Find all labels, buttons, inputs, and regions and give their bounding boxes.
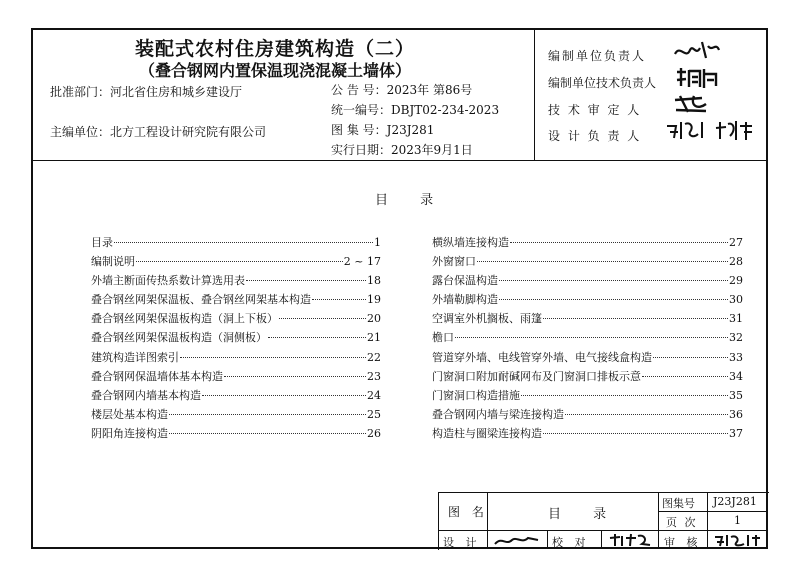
atlas-no-label: 图集号 — [662, 497, 695, 510]
toc-leader-dots — [653, 357, 728, 358]
toc-item-page: 33 — [729, 350, 743, 364]
toc-item[interactable] — [91, 253, 381, 272]
unified-number: 统一编号：DBJT02-234-2023 — [331, 103, 500, 117]
toc-item-title: 阴阳角连接构造 — [91, 426, 168, 440]
toc-item-page: 30 — [729, 293, 743, 307]
toc-item-title: 构造柱与圈梁连接构造 — [432, 426, 542, 440]
toc-item-title: 叠合钢网保温墙体基本构造 — [91, 369, 223, 383]
drawing-name: 目 录 — [548, 507, 621, 522]
title-block-vline — [547, 530, 548, 549]
toc-item[interactable] — [432, 425, 743, 444]
toc-item-page: 31 — [729, 312, 743, 326]
notice-number: 公 告 号：2023年 第86号 — [331, 83, 473, 97]
toc-item[interactable] — [91, 406, 381, 425]
toc-item-page: 1 — [374, 236, 381, 249]
toc-leader-dots — [312, 299, 366, 300]
page-title: 装配式农村住房建筑构造（二） — [134, 38, 415, 60]
page-label: 页 次 — [666, 516, 698, 529]
responsible-label-3: 技 术 审 定 人 — [548, 103, 642, 117]
toc-item-page: 23 — [367, 369, 381, 383]
toc-item-title: 门窗洞口构造措施 — [432, 388, 520, 402]
atlas-number: 图 集 号：J23J281 — [331, 123, 435, 137]
toc-leader-dots — [224, 376, 366, 377]
toc-item[interactable] — [432, 329, 743, 348]
toc-item-page: 18 — [367, 274, 381, 288]
toc-leader-dots — [543, 318, 728, 319]
title-block-vline — [601, 530, 602, 549]
toc-item-page: 2 ~ 17 — [343, 255, 381, 269]
toc-item-page: 35 — [729, 388, 743, 402]
review-label: 审 核 — [664, 536, 702, 549]
toc-leader-dots — [477, 261, 728, 262]
toc-item-title: 建筑构造详图索引 — [91, 350, 179, 364]
page-number: 1 — [734, 514, 741, 527]
design-label: 设 计 — [443, 536, 481, 549]
toc-item-page: 21 — [367, 331, 381, 345]
toc-leader-dots — [521, 395, 728, 396]
editor-unit: 主编单位：北方工程设计研究院有限公司 — [50, 125, 267, 139]
toc-leader-dots — [114, 242, 373, 243]
title-block-vline — [658, 492, 659, 549]
toc-item[interactable] — [432, 310, 743, 329]
signature-4-image — [664, 118, 756, 144]
toc-item-title: 管道穿外墙、电线管穿外墙、电气接线盒构造 — [432, 350, 652, 364]
toc-leader-dots — [510, 242, 728, 243]
toc-item[interactable] — [91, 425, 381, 444]
toc-item[interactable] — [91, 368, 381, 387]
toc-item[interactable] — [432, 406, 743, 425]
check-label: 校 对 — [552, 536, 590, 549]
designer-signature-image — [492, 532, 542, 548]
toc-item[interactable] — [91, 291, 381, 310]
toc-item-page: 26 — [367, 426, 381, 440]
toc-item[interactable] — [432, 387, 743, 406]
toc-leader-dots — [169, 433, 366, 434]
toc-item[interactable] — [432, 253, 743, 272]
toc-item[interactable] — [432, 368, 743, 387]
toc-item-page: 22 — [367, 350, 381, 364]
toc-item-page: 28 — [729, 255, 743, 269]
toc-leader-dots — [565, 414, 728, 415]
toc-item[interactable] — [91, 349, 381, 368]
toc-item-page: 37 — [729, 426, 743, 440]
page-subtitle: （叠合钢网内置保温现浇混凝土墙体） — [138, 61, 411, 80]
toc-item-page: 24 — [367, 388, 381, 402]
toc-leader-dots — [268, 337, 366, 338]
toc-item-page: 34 — [729, 369, 743, 383]
toc-item-page: 20 — [367, 312, 381, 326]
toc-item-page: 32 — [729, 331, 743, 345]
reviewer-signature-image — [712, 532, 764, 548]
signature-1-image — [672, 38, 722, 62]
toc-item-page: 25 — [367, 407, 381, 421]
title-block-hline-2 — [658, 511, 768, 512]
signature-3-image — [672, 92, 712, 116]
header-vertical-divider — [534, 28, 535, 160]
toc-item[interactable] — [91, 310, 381, 329]
toc-item-title: 叠合钢丝网架保温板、叠合钢丝网架基本构造 — [91, 293, 311, 307]
toc-leader-dots — [279, 318, 366, 319]
toc-item-title: 编制说明 — [91, 255, 135, 269]
toc-item-title: 门窗洞口附加耐碱网布及门窗洞口排板示意 — [432, 369, 641, 383]
toc-leader-dots — [246, 280, 366, 281]
checker-signature-image — [606, 532, 654, 548]
toc-item[interactable] — [432, 291, 743, 310]
title-block-vline — [707, 492, 708, 549]
responsible-label-2: 编制单位技术负责人 — [548, 76, 657, 90]
title-block-vline — [487, 492, 488, 549]
toc-leader-dots — [499, 280, 728, 281]
toc-item[interactable] — [91, 272, 381, 291]
toc-leader-dots — [202, 395, 366, 396]
signature-2-image — [674, 66, 720, 90]
toc-item-title: 外窗窗口 — [432, 255, 476, 269]
toc-column-left — [91, 234, 381, 444]
toc-leader-dots — [136, 261, 343, 262]
toc-leader-dots — [180, 357, 366, 358]
toc-item-page: 19 — [367, 293, 381, 307]
toc-item-page: 36 — [729, 407, 743, 421]
toc-item-title: 外墙主断面传热系数计算选用表 — [91, 274, 245, 288]
toc-item-title: 外墙勒脚构造 — [432, 293, 498, 307]
toc-item-title: 横纵墙连接构造 — [432, 236, 509, 249]
toc-item[interactable] — [432, 234, 743, 253]
toc-item-title: 露台保温构造 — [432, 274, 498, 288]
toc-item-title: 空调室外机搁板、雨篷 — [432, 312, 542, 326]
toc-item[interactable] — [91, 234, 381, 253]
toc-item-title: 叠合钢丝网架保温板构造（洞上下板） — [91, 312, 278, 326]
header-divider — [31, 160, 768, 161]
toc-leader-dots — [499, 299, 728, 300]
toc-item[interactable] — [91, 329, 381, 348]
toc-leader-dots — [543, 433, 728, 434]
toc-item-title: 目录 — [91, 236, 113, 249]
toc-item-title: 叠合钢网内墙基本构造 — [91, 388, 201, 402]
responsible-label-1: 编制单位负责人 — [548, 49, 647, 63]
toc-item-title: 檐口 — [432, 331, 454, 345]
toc-item[interactable] — [91, 387, 381, 406]
toc-item-page: 29 — [729, 274, 743, 288]
drawing-name-label: 图 名 — [448, 505, 488, 519]
toc-item[interactable] — [432, 349, 743, 368]
toc-item-title: 楼层处基本构造 — [91, 407, 168, 421]
toc-item[interactable] — [432, 272, 743, 291]
responsible-label-4: 设 计 负 责 人 — [548, 129, 642, 143]
toc-leader-dots — [642, 376, 728, 377]
toc-item-page: 27 — [729, 236, 743, 249]
atlas-no-value: J23J281 — [713, 495, 757, 508]
toc-leader-dots — [169, 414, 366, 415]
effective-date: 实行日期：2023年9月1日 — [331, 143, 473, 157]
toc-leader-dots — [455, 337, 728, 338]
toc-item-title: 叠合钢丝网架保温板构造（洞侧板） — [91, 331, 267, 345]
toc-column-right — [432, 234, 743, 444]
toc-item-title: 叠合钢网内墙与梁连接构造 — [432, 407, 564, 421]
toc-heading: 目 录 — [375, 193, 448, 208]
approval-department: 批准部门：河北省住房和城乡建设厅 — [50, 85, 243, 99]
